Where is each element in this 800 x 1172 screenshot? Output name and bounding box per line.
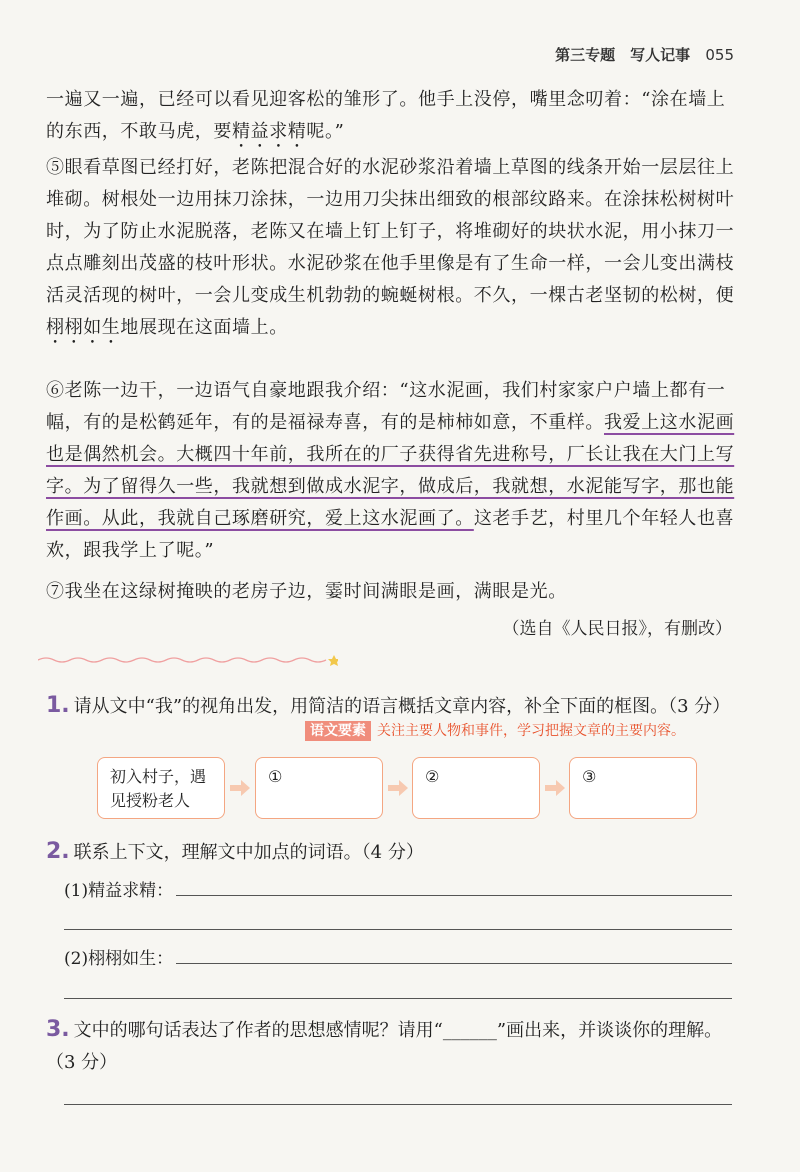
tip-tag: 语文要素: [305, 721, 371, 741]
answer-line[interactable]: [176, 963, 732, 964]
q2-sub-1-label: (1)精益求精：: [64, 881, 174, 901]
arrow-right-icon: [230, 778, 250, 798]
answer-line[interactable]: [176, 895, 732, 896]
flow-box-2[interactable]: ②: [412, 757, 540, 819]
question-1: 1. 请从文中“我”的视角出发，用简洁的语言概括文章内容，补全下面的框图。（3 分）: [46, 693, 731, 718]
dotted-word-jingyiqiujing: 精益求精: [232, 121, 307, 142]
flow-box-start: 初入村子，遇见授粉老人: [97, 757, 225, 819]
underlined-sentence: 我爱上这水泥画也是偶然机会。大概四十年前，我所在的厂子获得省先进称号，厂长让我在大门上写字。为了留得久一些，我就想到做成水泥字，做成后，我就想，水泥能写字，那也能作画。从此，我就自己琢磨研究，爱上这水泥画了。: [46, 412, 735, 529]
star-icon: [328, 655, 338, 666]
source-note: （选自《人民日报》，有删改）: [502, 619, 732, 639]
section-title: 第三专题 写人记事: [555, 46, 691, 64]
question-2: 2. 联系上下文，理解文中加点的词语。（4 分）: [46, 839, 424, 864]
answer-line[interactable]: [64, 929, 732, 930]
question-3-number: 3.: [46, 1017, 70, 1042]
question-3: 3. 文中的哪句话表达了作者的思想感情呢？请用“______”画出来，并谈谈你的理解。（3 分）: [46, 1017, 723, 1073]
paragraph-6: ⑥老陈一边干，一边语气自豪地跟我介绍：“这水泥画，我们村家家户户墙上都有一幅，有的是松鹤延年，有的是福禄寿喜，有的是柿柿如意，不重样。我爱上这水泥画也是偶然机会。大概四十年前，我所在的厂子获得省先进称号，厂长让我在大门上写字。为了留得久一些，我就想到做成水泥字，做成后，我就想，水泥能写字，那也能作画。从此，我就自己琢磨研究，爱上这水泥画了。这老手艺，村里几个年轻人也喜欢，跟我学上了呢。”: [46, 380, 735, 561]
arrow-right-icon: [545, 778, 565, 798]
arrow-right-icon: [388, 778, 408, 798]
answer-line[interactable]: [64, 998, 732, 999]
dotted-word-xuxurusheng: 栩栩如生: [46, 317, 121, 338]
flow-box-3[interactable]: ③: [569, 757, 697, 819]
question-1-number: 1.: [46, 693, 70, 718]
paragraph-5: ⑤眼看草图已经打好，老陈把混合好的水泥砂浆沿着墙上草图的线条开始一层层往上堆砌。树根处一边用抹刀涂抹，一边用刀尖抹出细致的根部纹路来。在涂抹松树树叶时，为了防止水泥脱落，老陈又在墙上钉上钉子，将堆砌好的块状水泥，用小抹刀一点点雕刻出茂盛的枝叶形状。水泥砂浆在他手里像是有了生命一样，一会儿变出满枝活灵活现的树叶，一会儿变成生机勃勃的蜿蜒树根。不久，一棵古老坚韧的松树，便栩栩如生地展现在这面墙上。: [46, 157, 735, 338]
q2-sub-2-label: (2)栩栩如生：: [64, 949, 174, 969]
question-2-number: 2.: [46, 839, 70, 864]
decorative-divider: [38, 654, 338, 666]
flow-box-1[interactable]: ①: [255, 757, 383, 819]
paragraph-7: ⑦我坐在这绿树掩映的老房子边，霎时间满眼是画，满眼是光。: [46, 581, 567, 602]
page-number: 055: [705, 46, 734, 64]
paragraph-continued: 一遍又一遍，已经可以看见迎客松的雏形了。他手上没停，嘴里念叨着：“涂在墙上的东西，不敢马虎，要精益求精呢。”: [46, 89, 726, 142]
answer-line[interactable]: [64, 1104, 732, 1105]
page-header: [555, 44, 734, 65]
tip-line: 语文要素 关注主要人物和事件，学习把握文章的主要内容。: [305, 720, 685, 740]
